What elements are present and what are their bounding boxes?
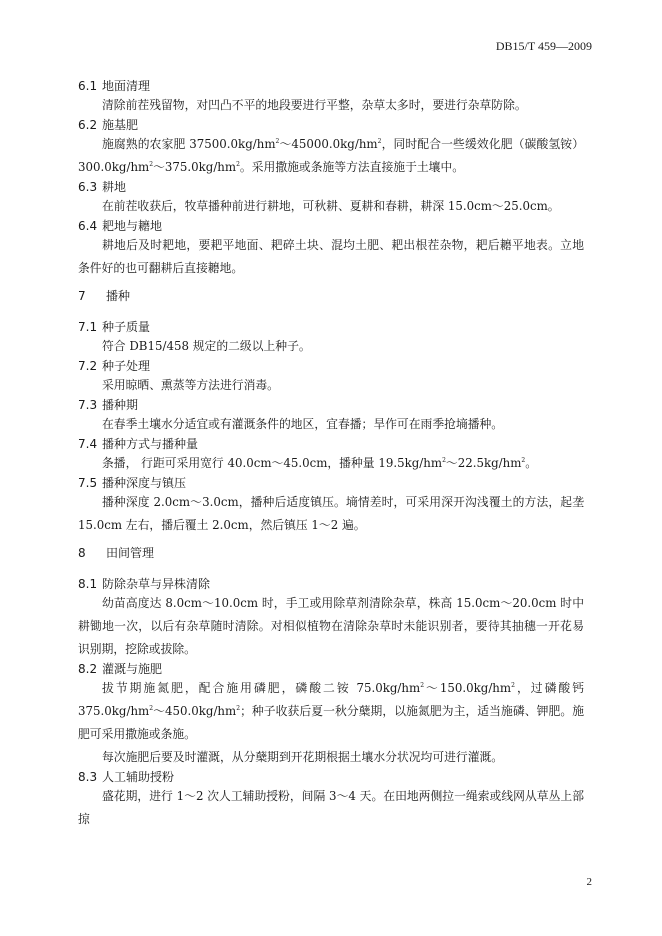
text-run: ～22.5kg/hm <box>445 456 522 470</box>
section-title: 播种深度与镇压 <box>102 476 187 490</box>
section-title: 田间管理 <box>106 546 155 560</box>
section-number: 7.4 <box>78 437 98 451</box>
section-number: 6.4 <box>78 219 98 233</box>
text-run: ～375.0kg/hm <box>153 160 237 174</box>
section-6-4-paragraph: 耕地后及时耙地，要耙平地面、耙碎土块、混均土肥、耙出根茬杂物，耙后耱平地表。立地条件好的也可翻耕后直接耱地。 <box>78 238 584 275</box>
section-7-2-heading <box>78 358 584 374</box>
section-8-3-heading <box>78 769 584 785</box>
superscript: 2 <box>377 138 382 145</box>
standard-number-header: DB15/T 459—2009 <box>495 39 592 53</box>
superscript: 2 <box>420 682 425 689</box>
section-number: 7.1 <box>78 320 98 334</box>
section-7-1-paragraph: 符合 DB15/458 规定的二级以上种子。 <box>102 339 311 353</box>
section-number: 8 <box>78 546 86 560</box>
section-number: 8.3 <box>78 770 98 784</box>
section-7-4-paragraph <box>78 452 584 475</box>
section-number: 7.2 <box>78 359 98 373</box>
superscript: 2 <box>149 705 154 712</box>
document-body <box>78 78 584 831</box>
section-6-1-paragraph: 清除前茬残留物，对凹凸不平的地段要进行平整，杂草太多时，要进行杂草防除。 <box>102 98 527 112</box>
section-8-2-paragraph-1 <box>78 677 584 746</box>
section-8-1-heading <box>78 576 584 592</box>
section-8-2-heading <box>78 661 584 677</box>
text-run: ；种子收获后夏一秋分蘖期，以施氮肥为主，适当施磷、钾肥。施肥可采用撒施或条施。 <box>78 704 584 741</box>
section-7-4-heading <box>78 436 584 452</box>
section-7-5-paragraph: 播种深度 2.0cm～3.0cm，播种后适度镇压。墒情差时，可采用深开沟浅覆土的方法，起垄 15.0cm 左右，播后覆土 2.0cm，然后镇压 1～2 遍。 <box>78 495 584 532</box>
superscript: 2 <box>521 457 526 464</box>
section-8-2-paragraph-2: 每次施肥后要及时灌溉，从分蘖期到开花期根据土壤水分状况均可进行灌溉。 <box>102 750 504 764</box>
text-run: 。 <box>525 456 538 470</box>
section-7-heading <box>78 288 584 304</box>
superscript: 2 <box>236 161 240 168</box>
section-title: 人工辅助授粉 <box>102 770 175 784</box>
section-6-2-heading <box>78 117 584 133</box>
section-title: 播种期 <box>102 398 139 412</box>
section-6-3-paragraph: 在前茬收获后，牧草播种前进行耕地，可秋耕、夏耕和春耕，耕深 15.0cm～25.0cm。 <box>102 199 560 213</box>
section-number: 6.3 <box>78 180 98 194</box>
section-title: 种子质量 <box>102 320 151 334</box>
text-run: ～450.0kg/hm <box>153 704 237 718</box>
section-8-1-paragraph: 幼苗高度达 8.0cm～10.0cm 时，手工或用除草剂清除杂草，株高 15.0cm～20.0cm 时中耕锄地一次，以后有杂草随时清除。对相似植物在清除杂草时未能识别者，要待其抽穗一开花易识别期，挖除或拔除。 <box>78 596 584 656</box>
superscript: 2 <box>149 161 154 168</box>
section-7-5-heading <box>78 475 584 491</box>
text-run: 拔节期施氮肥，配合施用磷肥，磷酸二铵 75.0kg/hm <box>102 681 421 695</box>
section-8-heading <box>78 545 584 561</box>
section-number: 6.1 <box>78 79 98 93</box>
section-title: 耙地与耱地 <box>102 219 163 233</box>
section-number: 8.2 <box>78 662 98 676</box>
section-title: 地面清理 <box>102 79 151 93</box>
section-title: 播种 <box>106 289 131 303</box>
section-7-1-heading <box>78 319 584 335</box>
section-7-3-paragraph: 在春季土壤水分适宜或有灌溉条件的地区，宜春播；旱作可在雨季抢墒播种。 <box>102 417 504 431</box>
text-run: ～150.0kg/hm <box>424 681 512 695</box>
text-run: ，同时配合一些缓效化肥（碳酸氢铵）300.0kg/hm <box>78 137 584 174</box>
section-8-3-paragraph: 盛花期，进行 1～2 次人工辅助授粉，间隔 3～4 天。在田地两侧拉一绳索或线网从草丛上部掠 <box>78 789 584 826</box>
section-title: 种子处理 <box>102 359 151 373</box>
superscript: 2 <box>442 457 446 464</box>
superscript: 2 <box>275 138 280 145</box>
section-number: 7 <box>78 289 86 303</box>
section-title: 施基肥 <box>102 118 139 132</box>
section-number: 7.3 <box>78 398 98 412</box>
superscript: 2 <box>511 682 515 689</box>
text-run: 。采用撒施或条施等方法直接施于土壤中。 <box>239 160 465 174</box>
section-number: 6.2 <box>78 118 98 132</box>
section-6-2-paragraph <box>78 133 584 179</box>
section-title: 播种方式与播种量 <box>102 437 199 451</box>
section-number: 7.5 <box>78 476 98 490</box>
text-run: ～45000.0kg/hm <box>279 137 378 151</box>
page-number: 2 <box>586 876 592 888</box>
section-title: 灌溉与施肥 <box>102 662 163 676</box>
section-7-3-heading <box>78 397 584 413</box>
section-title: 耕地 <box>102 180 127 194</box>
text-run: ，过磷酸钙 375.0kg/hm <box>78 681 585 718</box>
text-run: 条播， 行距可采用宽行 40.0cm～45.0cm，播种量 19.5kg/hm <box>102 456 443 470</box>
section-6-1-heading <box>78 78 584 94</box>
section-title: 防除杂草与异株清除 <box>102 577 211 591</box>
section-6-3-heading <box>78 179 584 195</box>
section-7-2-paragraph: 采用晾晒、熏蒸等方法进行消毒。 <box>102 378 279 392</box>
section-6-4-heading <box>78 218 584 234</box>
superscript: 2 <box>236 705 241 712</box>
section-number: 8.1 <box>78 577 98 591</box>
text-run: 施腐熟的农家肥 37500.0kg/hm <box>102 137 276 151</box>
